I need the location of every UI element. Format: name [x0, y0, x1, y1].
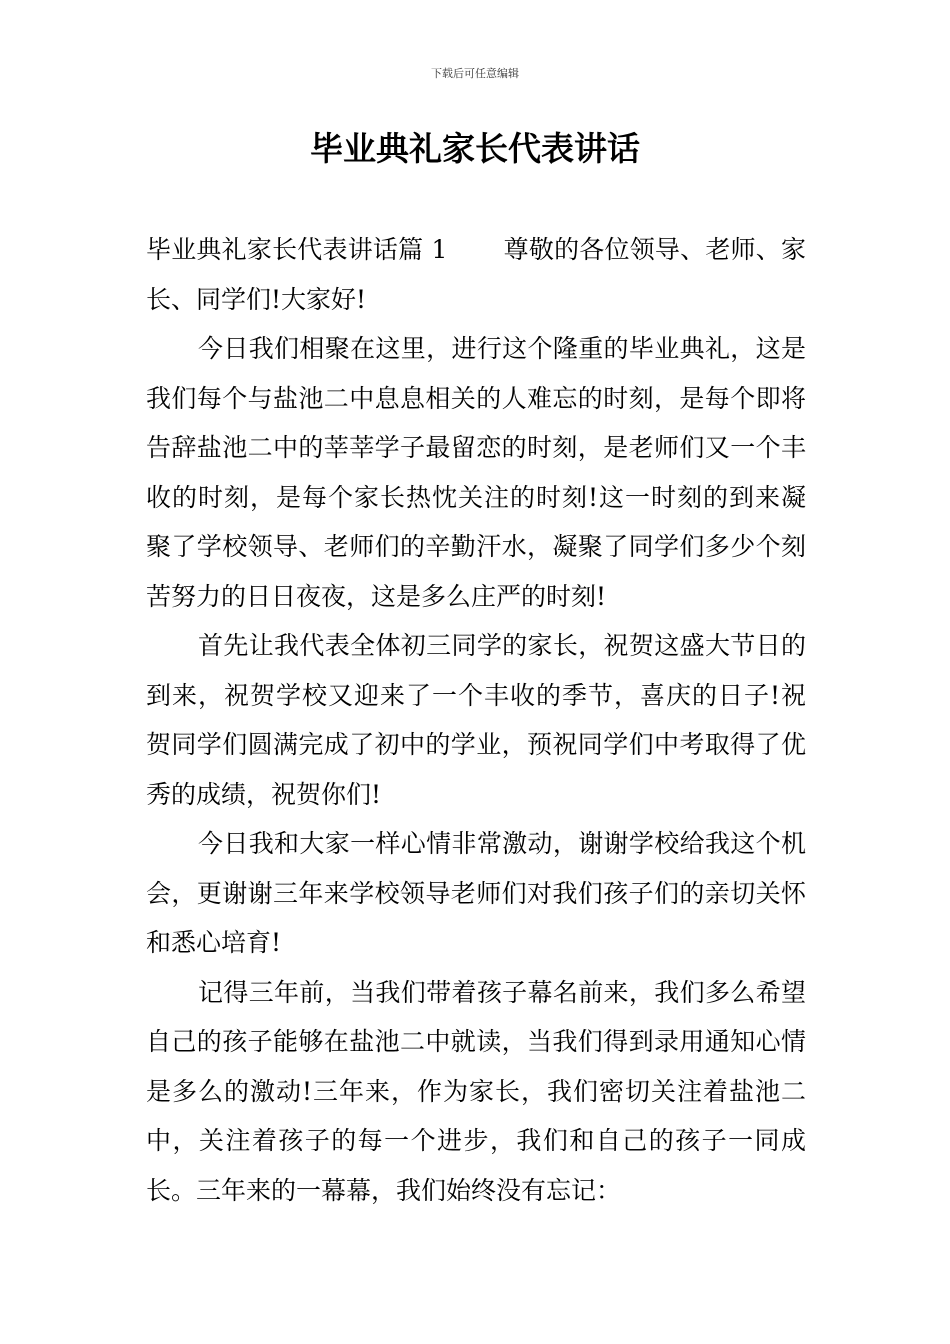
article-heading: 毕业典礼家长代表讲话篇 1: [146, 235, 448, 264]
document-body: [146, 225, 806, 1215]
greeting: 尊敬的各位领导、老师、家长、同学们!大家好!: [146, 235, 806, 314]
body-paragraph-2: 首先让我代表全体初三同学的家长，祝贺这盛大节日的到来，祝贺学校又迎来了一个丰收的季节，喜庆的日子!祝贺同学们圆满完成了初中的学业，预祝同学们中考取得了优秀的成绩，祝贺你们!: [146, 631, 806, 809]
body-paragraph-4: 记得三年前，当我们带着孩子幕名前来，我们多么希望自己的孩子能够在盐池二中就读，当我们得到录用通知心情是多么的激动!三年来，作为家长，我们密切关注着盐池二中，关注着孩子的每一个进步，我们和自己的孩子一同成长。三年来的一幕幕，我们始终没有忘记：: [146, 977, 806, 1205]
document-title: 毕业典礼家长代表讲话: [310, 129, 640, 168]
header-note: 下载后可任意编辑: [431, 67, 519, 80]
body-paragraph-1: 今日我们相聚在这里，进行这个隆重的毕业典礼，这是我们每个与盐池二中息息相关的人难忘的时刻，是每个即将告辞盐池二中的莘莘学子最留恋的时刻，是老师们又一个丰收的时刻，是每个家长热忱关注的时刻!这一时刻的到来凝聚了学校领导、老师们的辛勤汗水，凝聚了同学们多少个刻苦努力的日日夜夜，这是多么庄严的时刻!: [146, 334, 806, 611]
opening-paragraph: [146, 225, 806, 324]
body-paragraph-3: 今日我和大家一样心情非常激动，谢谢学校给我这个机会，更谢谢三年来学校领导老师们对我们孩子们的亲切关怀和悉心培育!: [146, 829, 806, 957]
